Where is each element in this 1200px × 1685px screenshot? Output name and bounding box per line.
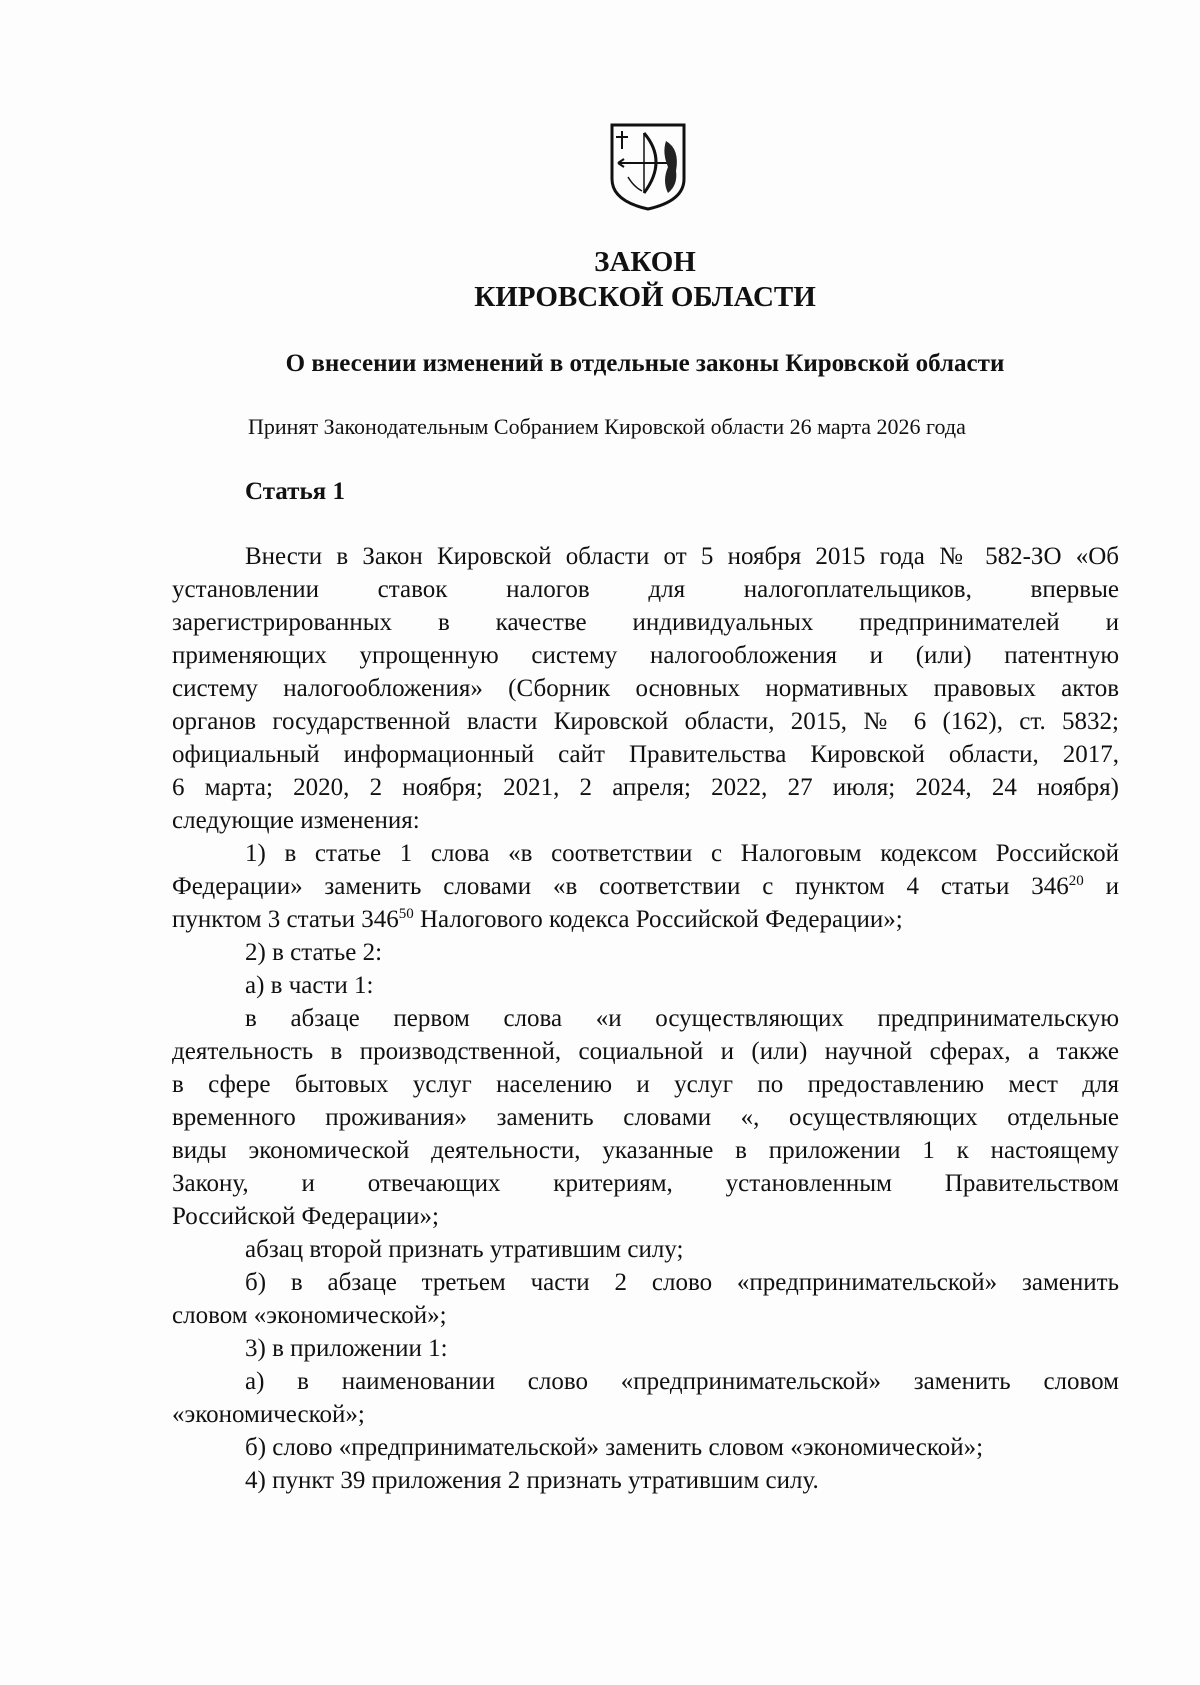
text-line: органов государственной власти Кировской области, 2015, № 6 (162), ст. 5832; <box>172 708 1119 735</box>
text-line: 3) в приложении 1: <box>245 1335 448 1362</box>
text-line: абзац второй признать утратившим силу; <box>245 1236 684 1263</box>
text-line: 1) в статье 1 слова «в соответствии с Налоговым кодексом Российской <box>245 840 1119 867</box>
document-subtitle: О внесении изменений в отдельные законы Кировской области <box>285 350 1005 377</box>
text-line: систему налогообложения» (Сборник основных нормативных правовых актов <box>172 675 1119 702</box>
text-line: зарегистрированных в качестве индивидуальных предпринимателей и <box>172 609 1119 636</box>
text-line: а) в части 1: <box>245 972 374 999</box>
text-line: словом «экономической»; <box>172 1302 447 1329</box>
text-line: временного проживания» заменить словами «, осуществляющих отдельные <box>172 1104 1119 1131</box>
superscript: 50 <box>398 906 414 922</box>
text-line: Закону, и отвечающих критериям, установленным Правительством <box>172 1170 1119 1197</box>
text-line: деятельность в производственной, социальной и (или) научной сферах, а также <box>172 1038 1119 1065</box>
text-fragment: Налогового кодекса Российской Федерации»; <box>413 906 903 933</box>
text-line: а) в наименовании слово «предпринимательской» заменить словом <box>245 1368 1119 1395</box>
text-line: Внести в Закон Кировской области от 5 ноября 2015 года № 582-ЗО «Об <box>245 543 1119 570</box>
superscript: 20 <box>1068 873 1084 889</box>
text-fragment: пунктом 3 статьи 346 <box>172 906 399 933</box>
text-line: применяющих упрощенную систему налогообложения и (или) патентную <box>172 642 1119 669</box>
text-line: б) в абзаце третьем части 2 слово «предпринимательской» заменить <box>245 1269 1119 1296</box>
text-line: официальный информационный сайт Правительства Кировской области, 2017, <box>172 741 1119 768</box>
document-title-line1: ЗАКОН <box>594 246 696 278</box>
text-line: следующие изменения: <box>172 807 420 834</box>
text-line: в сфере бытовых услуг населению и услуг по предоставлению мест для <box>172 1071 1119 1098</box>
text-line: в абзаце первом слова «и осуществляющих предпринимательскую <box>245 1005 1119 1032</box>
text-fragment: Федерации» заменить словами «в соответствии с пунктом 4 статьи 346 <box>172 873 1069 900</box>
article-body <box>172 540 1119 1497</box>
text-line: 4) пункт 39 приложения 2 признать утратившим силу. <box>245 1467 819 1494</box>
adoption-note: Принят Законодательным Собранием Кировской области 26 марта 2026 года <box>248 414 966 439</box>
text-line <box>172 903 1119 936</box>
text-line: б) слово «предпринимательской» заменить словом «экономической»; <box>245 1434 984 1461</box>
text-line: 6 марта; 2020, 2 ноября; 2021, 2 апреля; 2022, 27 июля; 2024, 24 ноября) <box>172 774 1119 801</box>
document-title-line2: КИРОВСКОЙ ОБЛАСТИ <box>474 281 816 313</box>
kirov-coat-of-arms-icon <box>608 121 688 211</box>
text-line <box>172 870 1119 903</box>
article-heading: Статья 1 <box>245 478 345 505</box>
text-fragment: и <box>1083 873 1119 900</box>
text-line: установлении ставок налогов для налогоплательщиков, впервые <box>172 576 1119 603</box>
text-line: виды экономической деятельности, указанные в приложении 1 к настоящему <box>172 1137 1119 1164</box>
text-line: 2) в статье 2: <box>245 939 383 966</box>
text-line: «экономической»; <box>172 1401 365 1428</box>
text-line: Российской Федерации»; <box>172 1203 439 1230</box>
